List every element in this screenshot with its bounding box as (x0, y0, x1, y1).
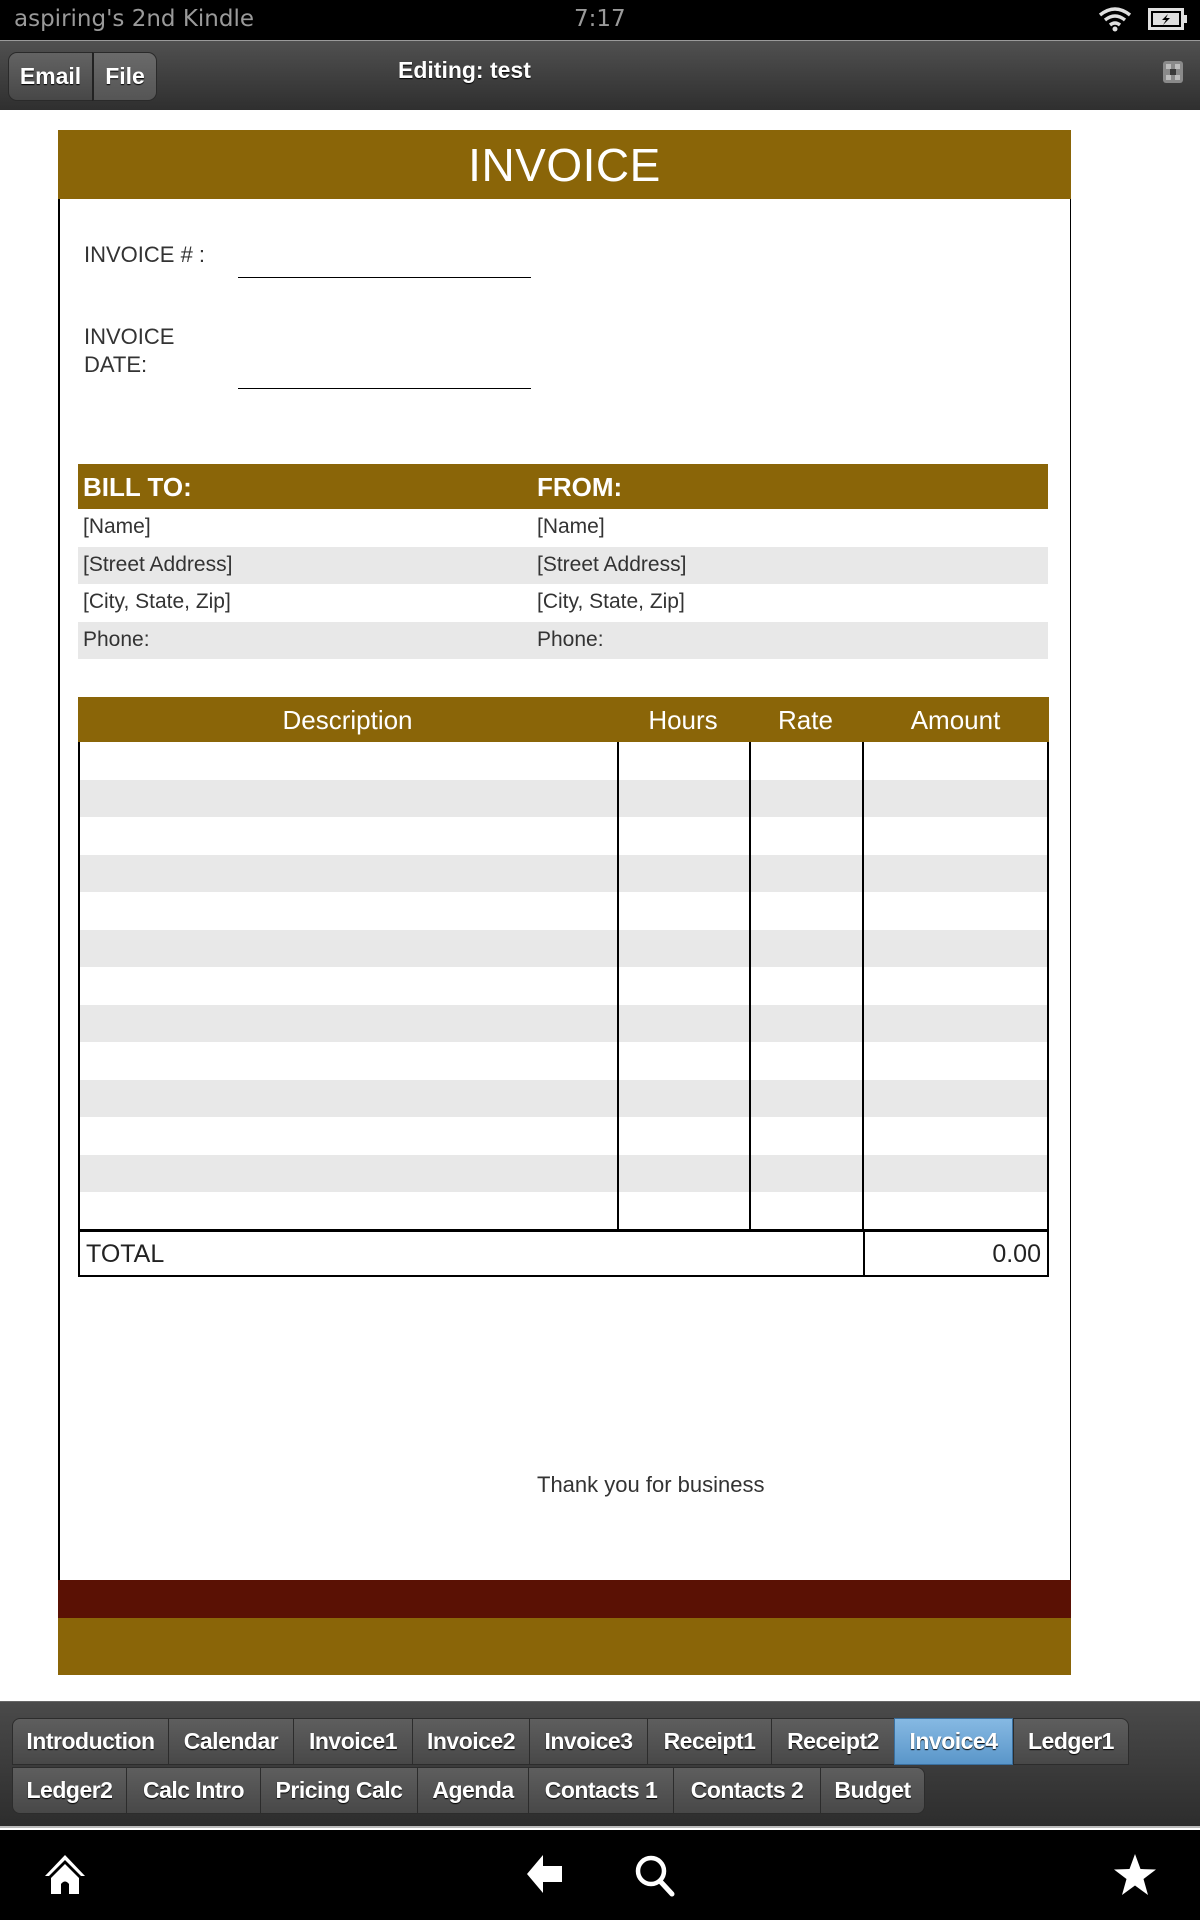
tab-calc-intro[interactable]: Calc Intro (126, 1767, 261, 1814)
tab-invoice4[interactable]: Invoice4 (894, 1718, 1013, 1765)
battery-charging-icon (1148, 8, 1188, 30)
footer-message: Thank you for business (537, 1472, 765, 1497)
table-row[interactable] (80, 742, 1047, 780)
phone-row (78, 622, 1048, 660)
grid-icon[interactable] (1162, 60, 1184, 84)
tab-invoice1[interactable]: Invoice1 (293, 1718, 413, 1765)
tab-invoice2[interactable]: Invoice2 (412, 1718, 530, 1765)
tab-ledger1[interactable]: Ledger1 (1013, 1718, 1129, 1765)
table-row[interactable] (80, 1080, 1047, 1118)
tab-invoice3[interactable]: Invoice3 (529, 1718, 648, 1765)
email-button[interactable]: Email (8, 52, 93, 101)
total-value: 0.00 (992, 1240, 1041, 1268)
table-row[interactable] (80, 1155, 1047, 1193)
favorites-star-icon[interactable] (1112, 1852, 1158, 1898)
back-icon[interactable] (522, 1852, 568, 1898)
table-row[interactable] (80, 967, 1047, 1005)
line-items-table (78, 697, 1049, 1277)
table-row[interactable] (80, 817, 1047, 855)
bottom-navigation-bar (0, 1830, 1200, 1920)
from-header: FROM: (537, 472, 623, 502)
tab-receipt1[interactable]: Receipt1 (647, 1718, 772, 1765)
name-row (78, 509, 1048, 547)
from-phone[interactable]: Phone: (537, 627, 604, 651)
home-icon[interactable] (42, 1852, 88, 1898)
wifi-icon (1098, 6, 1132, 32)
tab-agenda[interactable]: Agenda (417, 1767, 529, 1814)
bill-to-city[interactable]: [City, State, Zip] (83, 590, 231, 613)
items-header-row (78, 697, 1049, 742)
table-row[interactable] (80, 1117, 1047, 1155)
column-rate: Rate (778, 705, 833, 735)
from-street[interactable]: [Street Address] (537, 552, 687, 576)
column-divider (862, 742, 864, 1229)
column-amount: Amount (910, 705, 1001, 735)
from-city[interactable]: [City, State, Zip] (537, 590, 685, 613)
bill-header-row (78, 464, 1048, 509)
clock: 7:17 (574, 6, 626, 32)
column-divider (749, 742, 751, 1229)
table-row[interactable] (80, 1042, 1047, 1080)
table-row[interactable] (80, 930, 1047, 968)
table-row[interactable] (80, 855, 1047, 893)
toolbar (0, 40, 1200, 110)
total-label: TOTAL (86, 1240, 165, 1268)
bill-to-from-table (78, 464, 1048, 659)
invoice-number-label: INVOICE # : (84, 242, 206, 267)
document-title: Editing: test (398, 57, 531, 83)
column-divider (617, 742, 619, 1229)
tab-contacts-1[interactable]: Contacts 1 (528, 1767, 674, 1814)
table-row[interactable] (80, 1192, 1047, 1230)
bill-to-name[interactable]: [Name] (83, 515, 151, 538)
bill-to-header: BILL TO: (83, 472, 192, 502)
from-name[interactable]: [Name] (537, 515, 605, 538)
search-icon[interactable] (632, 1852, 678, 1898)
column-description: Description (282, 705, 413, 735)
tab-pricing-calc[interactable]: Pricing Calc (260, 1767, 418, 1814)
items-body (78, 742, 1049, 1229)
invoice-title: INVOICE (58, 130, 1071, 199)
bill-to-street[interactable]: [Street Address] (83, 552, 233, 576)
tab-receipt2[interactable]: Receipt2 (771, 1718, 895, 1765)
invoice-date-field[interactable] (238, 388, 531, 389)
city-row (78, 584, 1048, 622)
bill-to-phone[interactable]: Phone: (83, 627, 150, 651)
invoice-date-label-line2: DATE: (84, 352, 148, 377)
column-hours: Hours (648, 705, 718, 735)
tab-ledger2[interactable]: Ledger2 (12, 1767, 127, 1814)
column-divider (863, 1232, 865, 1275)
tab-calendar[interactable]: Calendar (168, 1718, 294, 1765)
invoice-number-field[interactable] (238, 277, 531, 278)
sheet-tab-bar (0, 1701, 1200, 1828)
status-bar (0, 0, 1200, 40)
invoice-sheet (58, 130, 1071, 1675)
table-row[interactable] (80, 1005, 1047, 1043)
table-row[interactable] (80, 892, 1047, 930)
footer-band-gold (58, 1618, 1071, 1675)
street-row (78, 547, 1048, 585)
tab-contacts-2[interactable]: Contacts 2 (673, 1767, 821, 1814)
device-name: aspiring's 2nd Kindle (14, 6, 255, 32)
tab-introduction[interactable]: Introduction (12, 1718, 169, 1765)
invoice-date-label-line1: INVOICE (84, 324, 175, 349)
tab-budget[interactable]: Budget (820, 1767, 925, 1814)
footer-band-dark (58, 1580, 1071, 1618)
file-button[interactable]: File (92, 52, 157, 101)
total-row (78, 1229, 1049, 1277)
table-row[interactable] (80, 780, 1047, 818)
